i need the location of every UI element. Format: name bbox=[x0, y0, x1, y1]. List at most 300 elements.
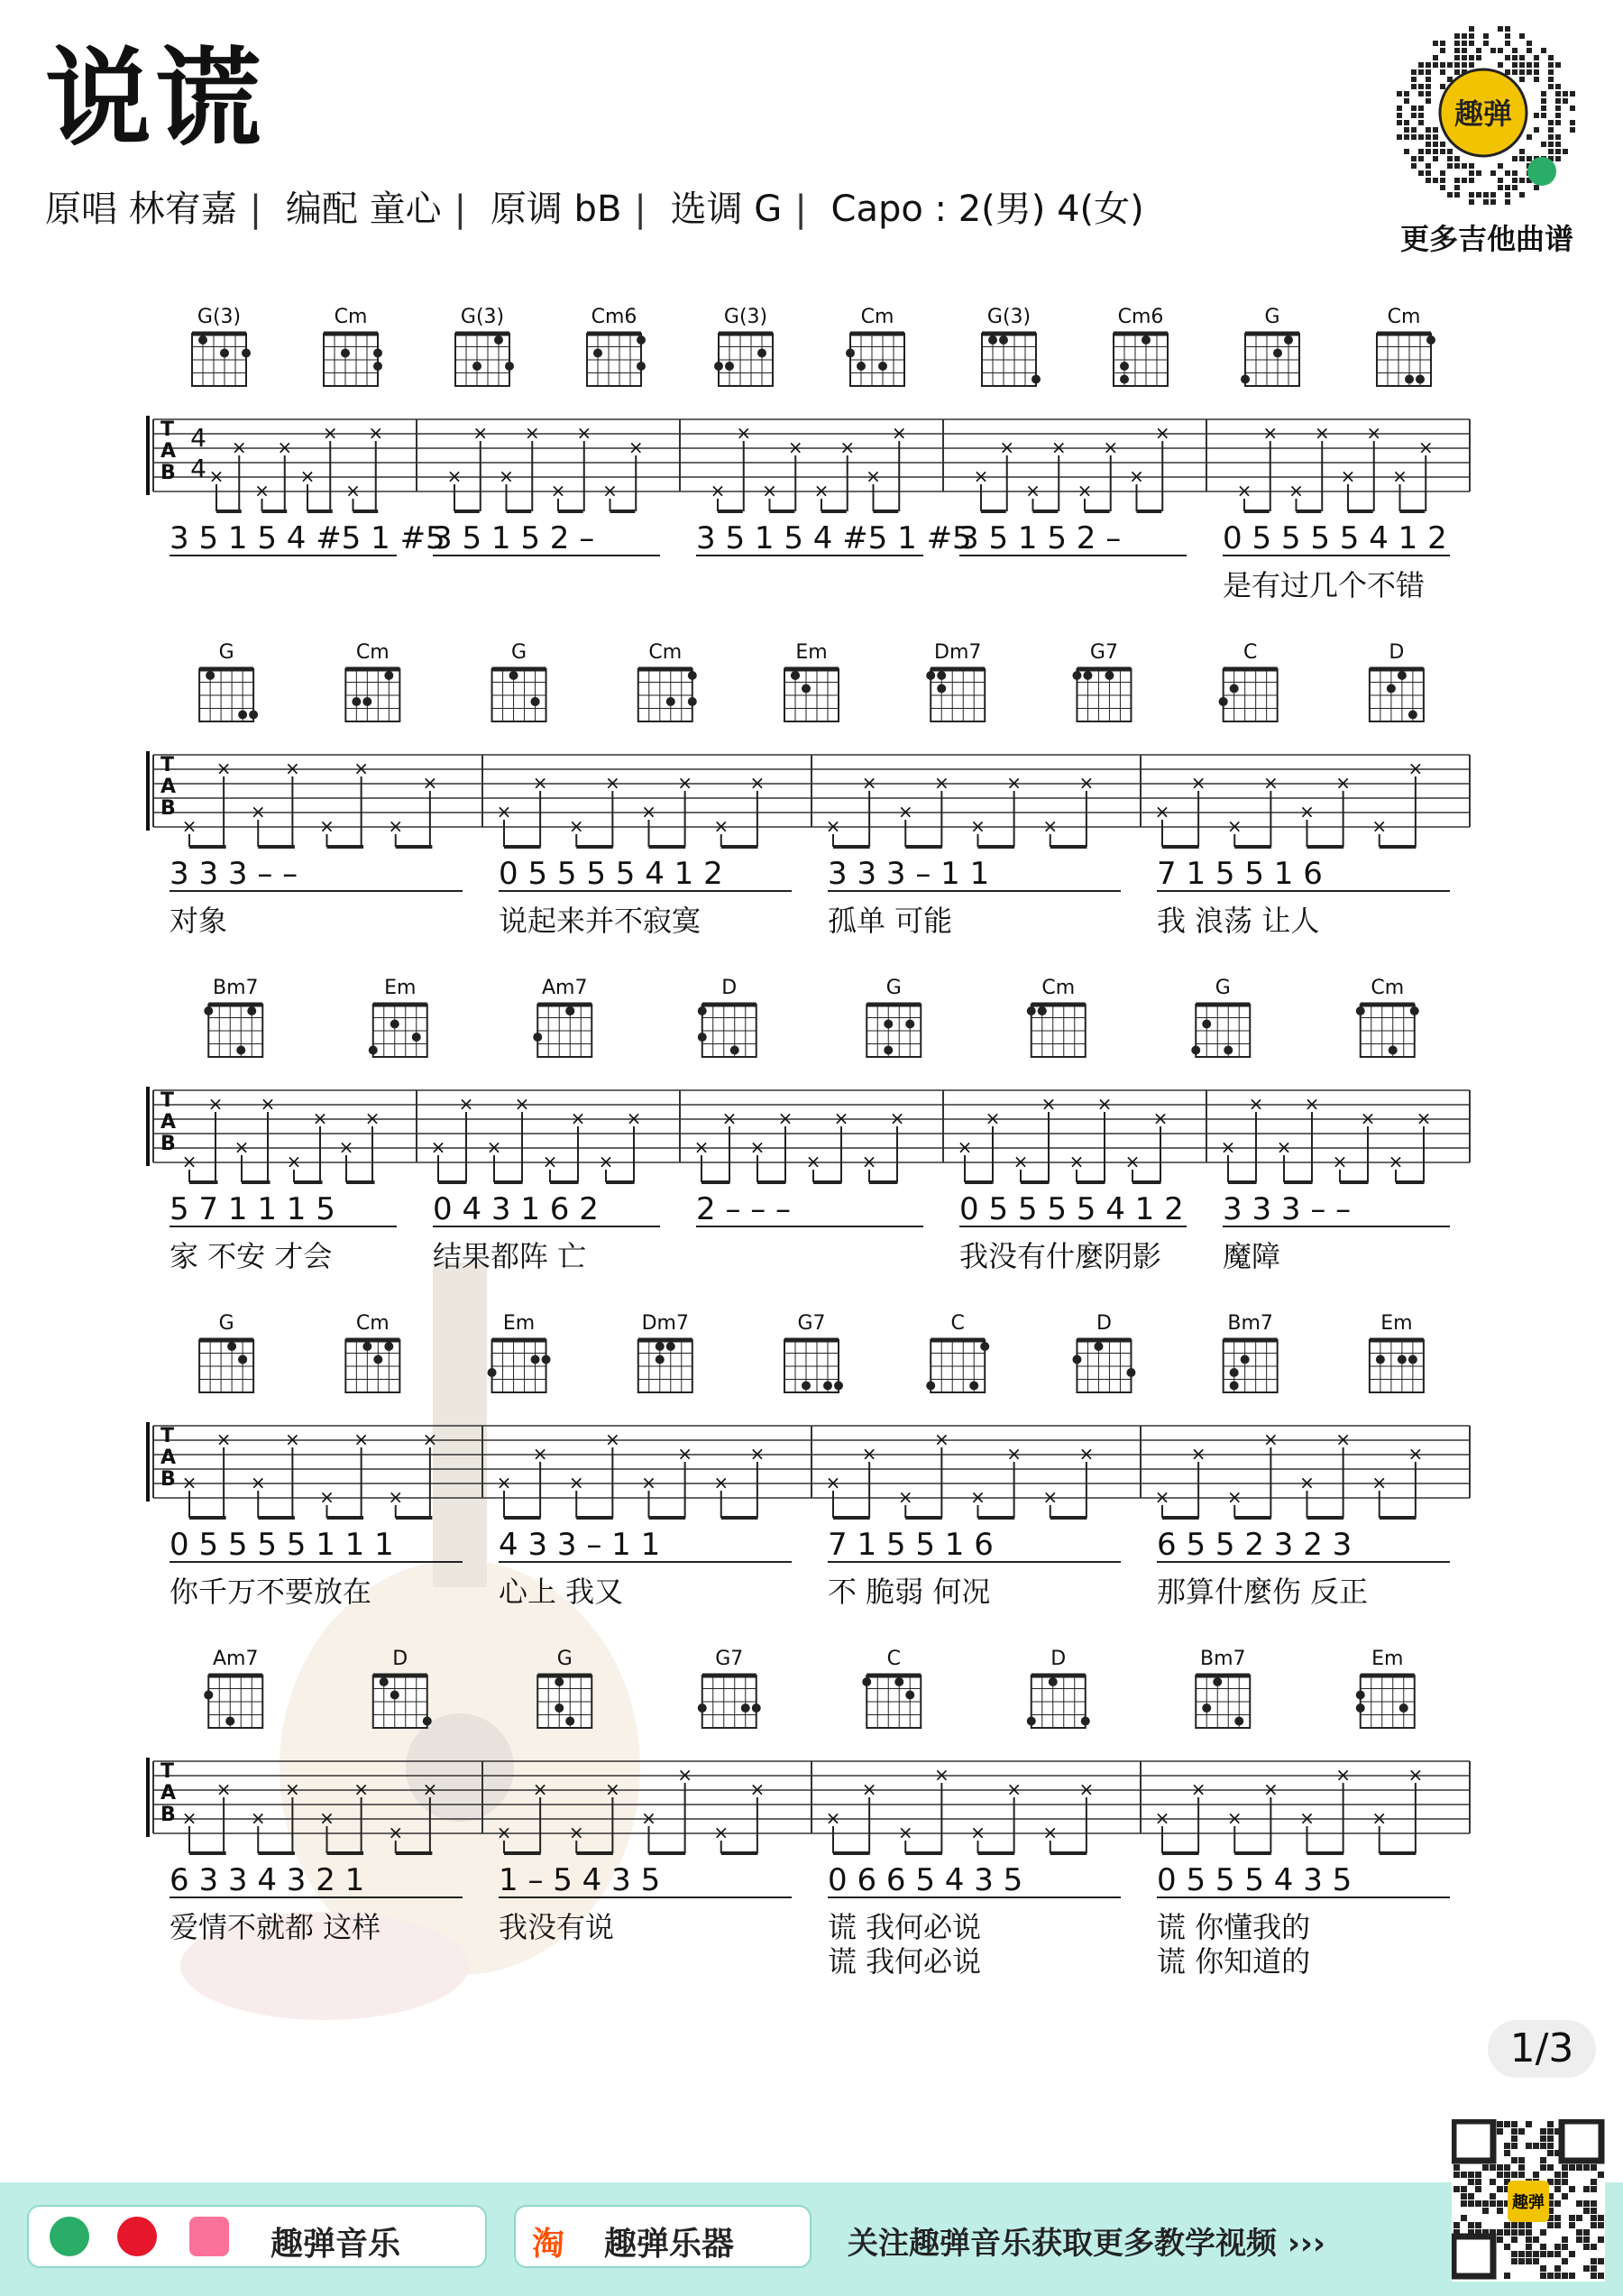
chord-name: D bbox=[1096, 1312, 1112, 1335]
chord-dot bbox=[894, 1677, 903, 1686]
chord-diagram bbox=[199, 1312, 253, 1392]
system-bracket bbox=[146, 1758, 150, 1837]
note-x: × bbox=[368, 422, 384, 444]
chord-dot bbox=[1105, 671, 1114, 680]
chord-dot bbox=[1230, 1382, 1239, 1391]
jianpu-bar: 7 1 5 5 1 6 bbox=[828, 1527, 994, 1563]
chord-name: Em bbox=[502, 1312, 536, 1335]
chord-dot bbox=[730, 1046, 739, 1055]
note-x: × bbox=[604, 1428, 620, 1450]
note-x: × bbox=[933, 1428, 949, 1450]
chord-diagram bbox=[1370, 1312, 1424, 1392]
chord-dot bbox=[846, 349, 855, 358]
note-x: × bbox=[710, 480, 726, 501]
tab-clef-b: B bbox=[160, 462, 176, 484]
chord-name: Bm7 bbox=[212, 977, 259, 999]
note-x: × bbox=[970, 1822, 986, 1843]
tab-clef-a: A bbox=[160, 1782, 177, 1805]
note-x: × bbox=[458, 1093, 474, 1115]
chord-diagram bbox=[199, 641, 258, 721]
social-pill[interactable] bbox=[27, 2205, 487, 2268]
chord-diagram bbox=[638, 641, 697, 721]
lyric: 说起来并不寂寞 bbox=[499, 904, 701, 938]
chord-name: Cm bbox=[334, 306, 368, 328]
tab-clef-b: B bbox=[160, 1468, 176, 1491]
tab-clef-b: B bbox=[160, 797, 176, 820]
jianpu-bar: 0 5 5 5 4 3 5 bbox=[1157, 1862, 1352, 1898]
note-x: × bbox=[677, 1764, 693, 1786]
note-x: × bbox=[825, 815, 841, 837]
brand-music[interactable]: 趣弹音乐 bbox=[270, 2226, 401, 2263]
note-x: × bbox=[897, 1822, 913, 1843]
weibo-icon[interactable] bbox=[117, 2217, 157, 2256]
note-x: × bbox=[897, 801, 913, 822]
tab-clef-a: A bbox=[160, 1111, 177, 1134]
chord-diagram bbox=[1072, 1312, 1135, 1392]
note-x: × bbox=[1417, 436, 1434, 458]
chord-name: Cm bbox=[355, 1312, 390, 1335]
chord-diagram bbox=[1356, 1648, 1415, 1728]
chord-dot bbox=[1399, 1704, 1408, 1713]
note-x: × bbox=[713, 815, 729, 837]
note-x: × bbox=[338, 1136, 354, 1158]
chord-dot bbox=[390, 1020, 399, 1029]
chord-dot bbox=[884, 1020, 893, 1029]
chord-diagram bbox=[1241, 306, 1299, 386]
note-x: × bbox=[422, 772, 438, 794]
note-x: × bbox=[626, 1107, 642, 1129]
note-x: × bbox=[472, 422, 489, 444]
chord-name: C bbox=[1242, 641, 1258, 664]
note-x: × bbox=[1408, 1764, 1424, 1786]
note-x: × bbox=[1335, 1764, 1352, 1786]
chord-diagram bbox=[638, 1312, 692, 1392]
chord-name: G bbox=[511, 641, 527, 664]
system-bracket bbox=[146, 1422, 150, 1502]
chord-diagram bbox=[373, 1648, 432, 1728]
chord-dot bbox=[505, 362, 514, 371]
chord-dot bbox=[688, 671, 697, 680]
chord-name: G bbox=[1264, 306, 1280, 328]
note-x: × bbox=[250, 801, 266, 822]
chord-name: Em bbox=[384, 977, 417, 999]
chord-dot bbox=[988, 335, 997, 344]
footer-qr-code[interactable] bbox=[1452, 2119, 1605, 2282]
note-x: × bbox=[1299, 1807, 1315, 1829]
note-x: × bbox=[312, 1107, 328, 1129]
chord-dot bbox=[1202, 1704, 1211, 1713]
brand-instruments[interactable]: 趣弹乐器 bbox=[604, 2226, 735, 2263]
chord-dot bbox=[362, 697, 371, 706]
note-x: × bbox=[319, 1807, 335, 1829]
chord-dot bbox=[1234, 1717, 1243, 1726]
chord-dot bbox=[1408, 1355, 1417, 1364]
chord-name: C bbox=[950, 1312, 965, 1335]
chord-dot bbox=[542, 1355, 551, 1364]
chord-diagram bbox=[587, 306, 646, 386]
chord-dot bbox=[390, 1691, 399, 1700]
chord-dot bbox=[1202, 1020, 1211, 1029]
note-x: × bbox=[713, 1472, 729, 1493]
jianpu-bar: 7 1 5 5 1 6 bbox=[1157, 856, 1323, 892]
system-2 bbox=[146, 641, 1470, 938]
note-x: × bbox=[985, 1107, 1001, 1129]
note-x: × bbox=[839, 436, 856, 458]
chord-dot bbox=[1191, 1046, 1200, 1055]
chord-dot bbox=[1284, 335, 1293, 344]
note-x: × bbox=[1371, 1807, 1388, 1829]
note-x: × bbox=[677, 772, 693, 794]
chord-diagram bbox=[204, 977, 262, 1057]
chord-name: Cm bbox=[1387, 306, 1421, 328]
chord-dot bbox=[878, 362, 887, 371]
chord-dot bbox=[980, 1342, 989, 1351]
chord-dot bbox=[1032, 375, 1041, 384]
chord-dot bbox=[1027, 1006, 1036, 1015]
tab-clef-a: A bbox=[160, 776, 177, 798]
chord-diagram bbox=[1224, 1312, 1278, 1392]
note-x: × bbox=[1335, 1428, 1352, 1450]
chord-name: C bbox=[886, 1648, 901, 1670]
chord-dot bbox=[220, 349, 229, 358]
chord-dot bbox=[1426, 335, 1435, 344]
lyric: 我 浪荡 让人 bbox=[1157, 904, 1320, 938]
note-x: × bbox=[576, 422, 592, 444]
jianpu-bar: 3 5 1 5 2 – bbox=[433, 520, 595, 556]
lyric: 我没有什麼阴影 bbox=[959, 1239, 1162, 1273]
chord-dot bbox=[698, 1704, 707, 1713]
chord-dot bbox=[472, 362, 481, 371]
chord-dot bbox=[1398, 671, 1407, 680]
note-x: × bbox=[568, 1822, 584, 1843]
lyric: 你千万不要放在 bbox=[170, 1575, 372, 1609]
chord-dot bbox=[1094, 1342, 1103, 1351]
chord-name: G(3) bbox=[460, 306, 505, 328]
note-x: × bbox=[388, 1822, 404, 1843]
note-x: × bbox=[570, 1107, 586, 1129]
note-x: × bbox=[234, 1136, 250, 1158]
note-x: × bbox=[1042, 815, 1059, 837]
tab-staff bbox=[146, 751, 1470, 847]
note-x: × bbox=[1262, 772, 1279, 794]
chord-dot bbox=[242, 349, 251, 358]
lyric: 孤单 可能 bbox=[828, 904, 953, 938]
chord-name: Em bbox=[795, 641, 828, 664]
chord-dot bbox=[204, 1006, 213, 1015]
chord-name: G(3) bbox=[723, 306, 768, 328]
note-x: × bbox=[215, 1428, 232, 1450]
song-title: 说谎 bbox=[45, 36, 266, 161]
note-x: × bbox=[430, 1136, 446, 1158]
note-x: × bbox=[933, 772, 949, 794]
chord-dot bbox=[531, 697, 540, 706]
jianpu-bar: 1 – 5 4 3 5 bbox=[499, 1862, 661, 1898]
jianpu-bar: 6 3 3 4 3 2 1 bbox=[170, 1862, 365, 1898]
note-x: × bbox=[284, 758, 300, 779]
chord-name: Em bbox=[1380, 1312, 1413, 1335]
note-x: × bbox=[181, 1472, 197, 1493]
note-x: × bbox=[568, 1472, 584, 1493]
chord-diagram bbox=[926, 1312, 989, 1392]
chord-dot bbox=[380, 1677, 389, 1686]
note-x: × bbox=[999, 436, 1015, 458]
chord-name: Bm7 bbox=[1199, 1648, 1246, 1670]
chord-diagram bbox=[1072, 641, 1131, 721]
wechat-icon[interactable] bbox=[50, 2217, 89, 2256]
note-x: × bbox=[1006, 1778, 1022, 1800]
chord-dot bbox=[637, 362, 646, 371]
chord-dot bbox=[741, 1704, 750, 1713]
note-x: × bbox=[1154, 1486, 1170, 1508]
note-x: × bbox=[1190, 772, 1206, 794]
tab-staff bbox=[146, 1087, 1470, 1182]
chord-dot bbox=[666, 1342, 675, 1351]
chord-dot bbox=[1376, 1355, 1385, 1364]
chord-dot bbox=[565, 1006, 574, 1015]
chord-dot bbox=[1410, 1006, 1419, 1015]
tab-staff bbox=[146, 1422, 1470, 1518]
system-bracket bbox=[146, 751, 150, 831]
chord-dot bbox=[1083, 671, 1092, 680]
qr-caption: 更多吉他曲谱 bbox=[1399, 222, 1573, 256]
note-x: × bbox=[364, 1107, 381, 1129]
chord-name: G7 bbox=[797, 1312, 826, 1335]
qr-code[interactable] bbox=[1389, 18, 1578, 207]
note-x: × bbox=[1041, 1093, 1057, 1115]
note-x: × bbox=[1248, 1093, 1264, 1115]
note-x: × bbox=[1304, 1093, 1320, 1115]
note-x: × bbox=[1262, 422, 1279, 444]
note-x: × bbox=[250, 1807, 266, 1829]
chord-dot bbox=[1241, 1355, 1250, 1364]
chord-dot bbox=[341, 349, 350, 358]
tab-clef-t: T bbox=[160, 1425, 175, 1447]
qr-center-text: 趣弹 bbox=[1453, 97, 1513, 130]
chord-name: D bbox=[1389, 641, 1405, 664]
chord-dot bbox=[1387, 684, 1396, 693]
note-x: × bbox=[1068, 1151, 1085, 1172]
tab-clef-b: B bbox=[160, 1133, 176, 1155]
tab-clef-b: B bbox=[160, 1804, 176, 1826]
system-bracket bbox=[146, 416, 150, 495]
note-x: × bbox=[1078, 1443, 1095, 1465]
note-x: × bbox=[677, 1443, 693, 1465]
time-sig-top: 4 bbox=[190, 423, 206, 453]
note-x: × bbox=[1152, 1107, 1169, 1129]
chord-dot bbox=[1273, 349, 1282, 358]
score bbox=[0, 289, 1623, 2002]
note-x: × bbox=[215, 758, 232, 779]
note-x: × bbox=[1226, 815, 1242, 837]
note-x: × bbox=[1154, 801, 1170, 822]
lyric: 那算什麼伤 反正 bbox=[1157, 1575, 1369, 1609]
note-x: × bbox=[532, 1778, 548, 1800]
chord-dot bbox=[384, 1342, 393, 1351]
note-x: × bbox=[602, 480, 618, 501]
chord-dot bbox=[937, 671, 946, 680]
chord-diagram bbox=[488, 1312, 551, 1392]
chord-diagram bbox=[455, 306, 514, 386]
chord-name: D bbox=[392, 1648, 408, 1670]
chord-name: Bm7 bbox=[1227, 1312, 1273, 1335]
chord-dot bbox=[1219, 697, 1228, 706]
chord-diagram bbox=[533, 977, 591, 1057]
note-x: × bbox=[284, 1428, 300, 1450]
note-x: × bbox=[422, 1428, 438, 1450]
chord-name: D bbox=[721, 977, 738, 999]
chord-dot bbox=[802, 684, 811, 693]
chord-dot bbox=[555, 1677, 564, 1686]
note-x: × bbox=[254, 480, 270, 501]
footer-slogan: 关注趣弹音乐获取更多教学视频 ››› bbox=[848, 2226, 1325, 2262]
chord-dot bbox=[884, 1046, 893, 1055]
note-x: × bbox=[496, 1822, 512, 1843]
note-x: × bbox=[1078, 1778, 1095, 1800]
singer: 原唱 林宥嘉 bbox=[45, 188, 237, 230]
chord-dot bbox=[1142, 335, 1151, 344]
jianpu-bar: 3 5 1 5 4 #5 1 #5 bbox=[696, 520, 972, 556]
note-x: × bbox=[1366, 422, 1382, 444]
lyric: 心上 我又 bbox=[499, 1575, 624, 1609]
note-x: × bbox=[1276, 1136, 1292, 1158]
chord-dot bbox=[206, 671, 215, 680]
note-x: × bbox=[388, 1486, 404, 1508]
chord-diagram bbox=[345, 641, 399, 721]
jianpu-bar: 3 5 1 5 2 – bbox=[959, 520, 1122, 556]
note-x: × bbox=[1077, 480, 1093, 501]
chord-diagram bbox=[1356, 977, 1419, 1057]
chord-dot bbox=[637, 335, 646, 344]
note-x: × bbox=[1371, 1472, 1388, 1493]
note-x: × bbox=[1154, 422, 1170, 444]
chord-dot bbox=[384, 671, 393, 680]
note-x: × bbox=[693, 1136, 710, 1158]
lyric: 是有过几个不错 bbox=[1223, 568, 1426, 602]
note-x: × bbox=[721, 1107, 738, 1129]
chord-name: Am7 bbox=[542, 977, 588, 999]
note-x: × bbox=[1236, 480, 1252, 501]
chord-dot bbox=[509, 671, 518, 680]
original-key: 原调 bB bbox=[490, 188, 622, 230]
note-x: × bbox=[207, 1093, 224, 1115]
chord-dot bbox=[862, 1677, 871, 1686]
note-x: × bbox=[496, 1472, 512, 1493]
note-x: × bbox=[749, 1443, 766, 1465]
chord-dot bbox=[656, 1342, 665, 1351]
note-x: × bbox=[861, 772, 877, 794]
chord-diagram bbox=[982, 306, 1041, 386]
lyric: 不 脆弱 何况 bbox=[828, 1575, 991, 1609]
chord-dot bbox=[1027, 1717, 1036, 1726]
chord-dot bbox=[1120, 362, 1129, 371]
note-x: × bbox=[499, 465, 514, 487]
chord-dot bbox=[412, 1033, 421, 1042]
chord-dot bbox=[752, 1704, 761, 1713]
note-x: × bbox=[749, 772, 766, 794]
chord-name: G7 bbox=[1089, 641, 1118, 664]
note-x: × bbox=[861, 1778, 877, 1800]
capo: Capo : 2(男) 4(女) bbox=[830, 188, 1144, 230]
tab-staff bbox=[146, 416, 1470, 511]
tab-clef-t: T bbox=[160, 418, 175, 441]
note-x: × bbox=[1288, 480, 1304, 501]
note-x: × bbox=[1220, 1136, 1236, 1158]
chord-dot bbox=[1224, 1046, 1233, 1055]
jianpu-bar: 0 5 5 5 5 4 1 2 bbox=[959, 1191, 1184, 1227]
taobao-icon[interactable]: 淘 bbox=[532, 2226, 565, 2263]
lyric: 家 不安 才会 bbox=[170, 1239, 333, 1273]
note-x: × bbox=[1332, 1151, 1348, 1172]
note-x: × bbox=[1078, 772, 1095, 794]
lyric: 结果都阵 亡 bbox=[433, 1239, 587, 1273]
system-5 bbox=[146, 1648, 1470, 1979]
footer-bar bbox=[0, 2182, 1623, 2296]
note-x: × bbox=[299, 465, 316, 487]
chord-dot bbox=[373, 362, 382, 371]
jianpu-bar: 3 3 3 – 1 1 bbox=[828, 856, 990, 892]
tab-clef-a: A bbox=[160, 440, 177, 463]
note-x: × bbox=[1190, 1443, 1206, 1465]
note-x: × bbox=[1371, 815, 1388, 837]
chord-diagram bbox=[1196, 1648, 1250, 1728]
chord-dot bbox=[225, 1717, 234, 1726]
note-x: × bbox=[598, 1151, 614, 1172]
chord-dot bbox=[926, 1382, 935, 1391]
chord-dot bbox=[593, 349, 602, 358]
jianpu-bar: 4 3 3 – 1 1 bbox=[499, 1527, 661, 1563]
note-x: × bbox=[319, 1486, 335, 1508]
chord-dot bbox=[1389, 1046, 1398, 1055]
chord-dot bbox=[1241, 375, 1250, 384]
note-x: × bbox=[1299, 1472, 1315, 1493]
chord-name: Cm6 bbox=[1117, 306, 1164, 328]
note-x: × bbox=[250, 1472, 266, 1493]
chord-dot bbox=[369, 1046, 378, 1055]
note-x: × bbox=[181, 1807, 197, 1829]
note-x: × bbox=[496, 801, 512, 822]
note-x: × bbox=[524, 422, 540, 444]
note-x: × bbox=[957, 1136, 973, 1158]
chord-name: G bbox=[218, 641, 234, 664]
chord-name: Am7 bbox=[213, 1648, 259, 1670]
chord-dot bbox=[488, 1368, 497, 1377]
chord-dot bbox=[1072, 671, 1081, 680]
chord-dot bbox=[1356, 1006, 1365, 1015]
note-x: × bbox=[1103, 436, 1119, 458]
jianpu-bar: 5 7 1 1 1 5 bbox=[170, 1191, 335, 1227]
chord-dot bbox=[1081, 1717, 1090, 1726]
chord-name: Dm7 bbox=[934, 641, 982, 664]
chord-name: Cm bbox=[1041, 977, 1076, 999]
note-x: × bbox=[1299, 801, 1315, 822]
note-x: × bbox=[260, 1093, 276, 1115]
note-x: × bbox=[805, 1151, 821, 1172]
note-x: × bbox=[345, 480, 361, 501]
bilibili-icon[interactable] bbox=[189, 2217, 229, 2256]
chord-dot bbox=[698, 1033, 707, 1042]
note-x: × bbox=[861, 1151, 877, 1172]
note-x: × bbox=[641, 801, 656, 822]
chord-dot bbox=[1213, 1677, 1222, 1686]
note-x: × bbox=[231, 436, 247, 458]
note-x: × bbox=[208, 465, 225, 487]
note-x: × bbox=[1262, 1778, 1279, 1800]
chord-dot bbox=[999, 335, 1008, 344]
note-x: × bbox=[181, 1151, 197, 1172]
chord-diagram bbox=[537, 1648, 591, 1728]
note-x: × bbox=[353, 1778, 370, 1800]
chord-dot bbox=[666, 697, 675, 706]
